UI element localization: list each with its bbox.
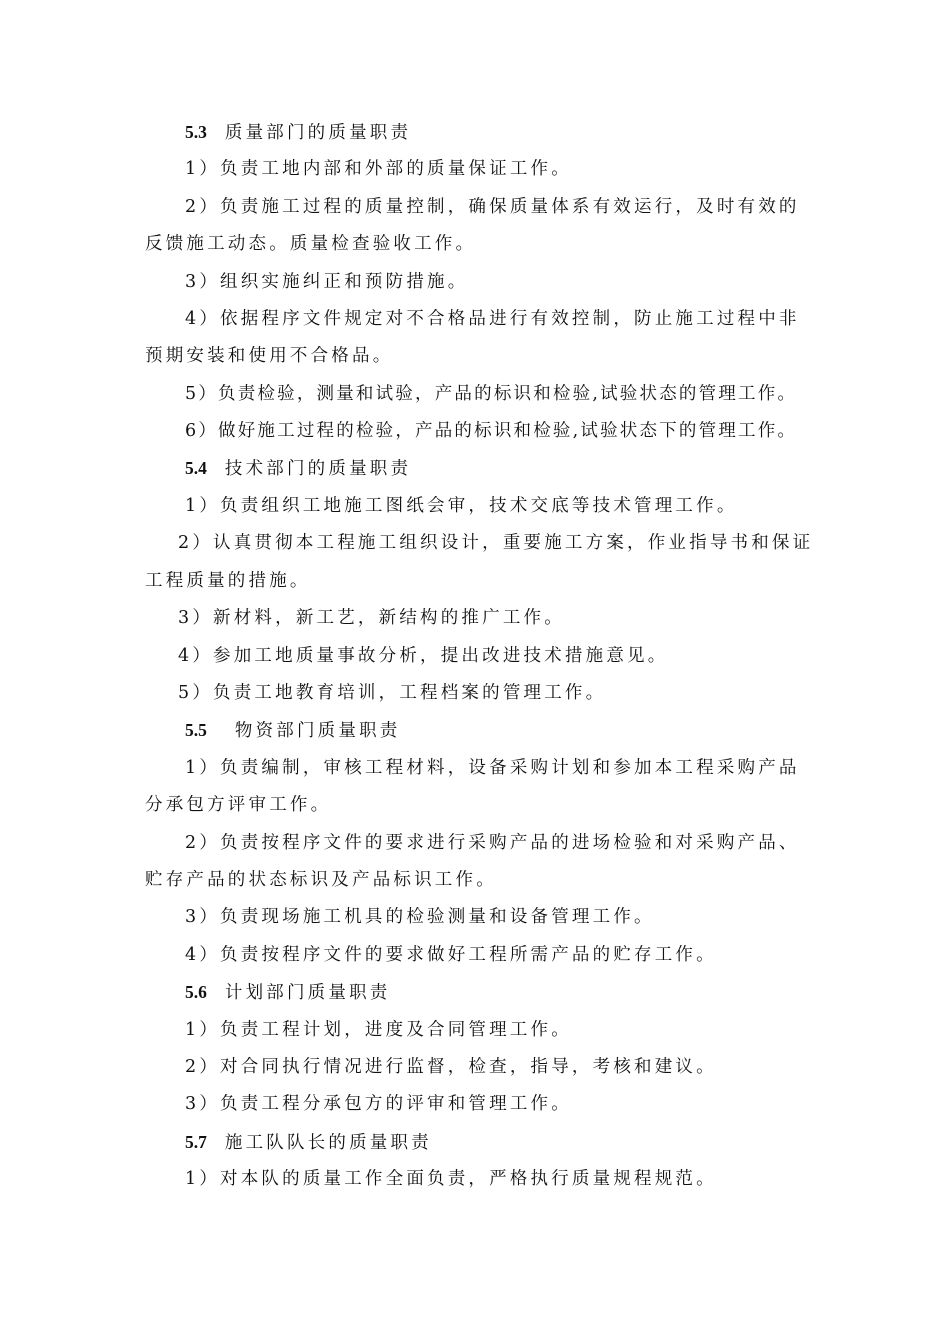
section-number: 5.5 [185, 720, 207, 740]
section-heading-5-7 [185, 1131, 432, 1154]
list-item: 3）组织实施纠正和预防措施。 [185, 272, 469, 292]
list-item: 5）负责工地教育培训，工程档案的管理工作。 [178, 683, 607, 703]
list-item: 2）负责按程序文件的要求进行采购产品的进场检验和对采购产品、 [185, 833, 800, 853]
section-title: 技术部门的质量职责 [224, 459, 412, 479]
section-number: 5.6 [185, 982, 207, 1002]
list-item-continuation: 分承包方评审工作。 [145, 795, 332, 815]
list-item: 3）新材料，新工艺，新结构的推广工作。 [178, 608, 565, 628]
list-item-continuation: 贮存产品的状态标识及产品标识工作。 [145, 870, 497, 890]
section-title: 计划部门质量职责 [224, 983, 391, 1003]
list-item: 5）负责检验，测量和试验，产品的标识和检验,试验状态的管理工作。 [185, 384, 798, 404]
list-item: 2）认真贯彻本工程施工组织设计，重要施工方案，作业指导书和保证 [178, 533, 814, 553]
section-title: 施工队队长的质量职责 [224, 1133, 432, 1153]
list-item: 3）负责工程分承包方的评审和管理工作。 [185, 1094, 572, 1114]
list-item: 1）对本队的质量工作全面负责，严格执行质量规程规范。 [185, 1169, 717, 1189]
list-item: 2）负责施工过程的质量控制，确保质量体系有效运行，及时有效的 [185, 197, 800, 217]
list-item-continuation: 工程质量的措施。 [145, 571, 311, 591]
list-item: 1）负责工程计划，进度及合同管理工作。 [185, 1020, 572, 1040]
section-title: 质量部门的质量职责 [224, 123, 412, 143]
list-item: 6）做好施工过程的检验，产品的标识和检验,试验状态下的管理工作。 [185, 421, 798, 441]
list-item: 4）依据程序文件规定对不合格品进行有效控制，防止施工过程中非 [185, 309, 800, 329]
list-item: 4）负责按程序文件的要求做好工程所需产品的贮存工作。 [185, 945, 717, 965]
list-item: 3）负责现场施工机具的检验测量和设备管理工作。 [185, 907, 655, 927]
section-number: 5.7 [185, 1132, 207, 1152]
section-number: 5.3 [185, 122, 207, 142]
list-item-continuation: 反馈施工动态。质量检查验收工作。 [145, 234, 477, 254]
list-item: 1）负责编制，审核工程材料，设备采购计划和参加本工程采购产品 [185, 758, 800, 778]
list-item: 4）参加工地质量事故分析，提出改进技术措施意见。 [178, 646, 669, 666]
section-heading-5-5 [185, 719, 400, 742]
section-heading-5-4 [185, 457, 411, 480]
section-heading-5-3 [185, 121, 411, 144]
list-item: 1）负责组织工地施工图纸会审，技术交底等技术管理工作。 [185, 496, 738, 516]
section-number: 5.4 [185, 458, 207, 478]
section-title: 物资部门质量职责 [234, 721, 401, 741]
section-heading-5-6 [185, 981, 390, 1004]
list-item: 1）负责工地内部和外部的质量保证工作。 [185, 159, 572, 179]
list-item: 2）对合同执行情况进行监督，检查，指导，考核和建议。 [185, 1057, 717, 1077]
list-item-continuation: 预期安装和使用不合格品。 [145, 346, 394, 366]
